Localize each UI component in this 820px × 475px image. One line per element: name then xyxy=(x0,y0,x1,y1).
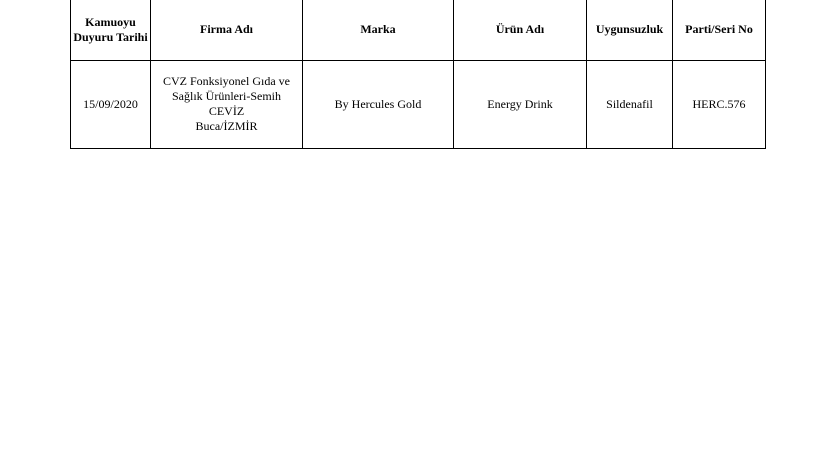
table-body xyxy=(71,60,766,148)
cell-product: Energy Drink xyxy=(454,60,587,148)
cell-company xyxy=(151,60,303,148)
cell-date: 15/09/2020 xyxy=(71,60,151,148)
header-row xyxy=(71,0,766,60)
cell-company-line-1: CVZ Fonksiyonel Gıda ve xyxy=(163,74,290,88)
table-row xyxy=(71,60,766,148)
cell-nonconformity: Sildenafil xyxy=(587,60,673,148)
header-batch-number: Parti/Seri No xyxy=(673,0,766,60)
cell-company-line-3: Buca/İZMİR xyxy=(195,119,258,133)
table-header xyxy=(71,0,766,60)
recall-table xyxy=(70,0,766,149)
cell-brand: By Hercules Gold xyxy=(303,60,454,148)
header-product-name: Ürün Adı xyxy=(454,0,587,60)
cell-batch: HERC.576 xyxy=(673,60,766,148)
header-nonconformity: Uygunsuzluk xyxy=(587,0,673,60)
cell-company-line-2: Sağlık Ürünleri-Semih CEVİZ xyxy=(172,89,281,118)
header-announcement-date xyxy=(71,0,151,60)
header-announcement-date-line-2: Duyuru Tarihi xyxy=(73,29,148,44)
header-announcement-date-line-1: Kamuoyu xyxy=(85,14,136,29)
header-company-name: Firma Adı xyxy=(151,0,303,60)
header-brand: Marka xyxy=(303,0,454,60)
